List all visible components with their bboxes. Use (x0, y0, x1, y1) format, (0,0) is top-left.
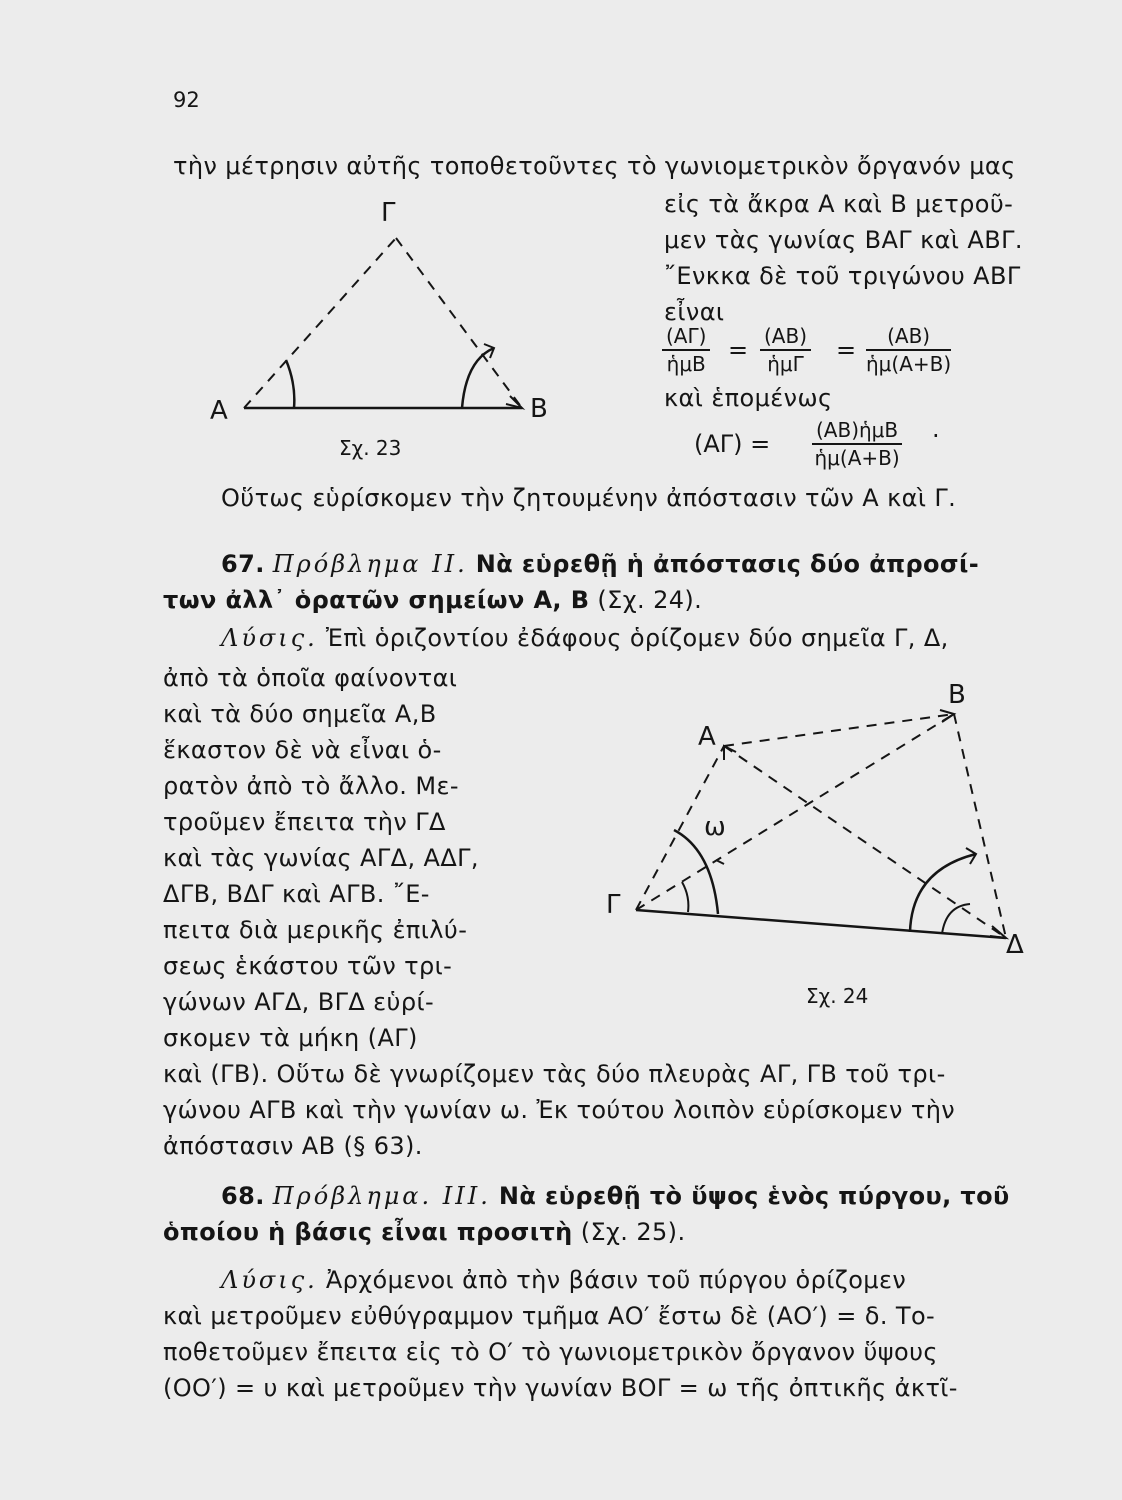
fraction-denominator: ἡμΓ (767, 352, 804, 376)
text-line: τροῦμεν ἔπειτα τὴν ΓΔ (163, 808, 446, 836)
equation-dot: · (932, 422, 940, 450)
text-line: καὶ (ΓΒ). Οὕτω δὲ γνωρίζομεν τὰς δύο πλευρὰς ΑΓ, ΓΒ τοῦ τρι- (163, 1060, 946, 1088)
text-line: καὶ μετροῦμεν εὐθύγραμμον τμῆμα ΑΟ′ ἔστω δὲ (ΑΟ′) = δ. Το- (163, 1302, 936, 1330)
text-line: (ΟΟ′) = υ καὶ μετροῦμεν τὴν γωνίαν ΒΟΓ = ω τῆς ὀπτικῆς ἀκτῖ- (163, 1374, 958, 1402)
text-line: γώνου ΑΓΒ καὶ τὴν γωνίαν ω. Ἐκ τούτου λοιπὸν εὑρίσκομεν τὴν (163, 1096, 956, 1124)
page-number: 92 (173, 88, 200, 112)
text-line: ἀπόστασιν ΑΒ (§ 63). (163, 1132, 423, 1160)
text-line: εἶναι (664, 298, 725, 326)
figure-reference: (Σχ. 24). (597, 586, 703, 614)
equals-sign: = (728, 336, 749, 364)
problem-number: 67. (221, 550, 265, 578)
problem-statement: Νὰ εὑρεθῇ τὸ ὕψος ἑνὸς πύργου, τοῦ (498, 1182, 1010, 1210)
problem-statement: των ἀλλ᾽ ὁρατῶν σημείων Α, Β (163, 586, 590, 614)
problem-67-heading (221, 550, 979, 578)
fig24-label-omega: ω (704, 812, 726, 842)
problem-statement: ὁποίου ἡ βάσις εἶναι προσιτὴ (163, 1218, 573, 1246)
figure-23-triangle (200, 190, 580, 470)
problem-number: 68. (221, 1182, 265, 1210)
text-line: πειτα διὰ μερικῆς ἐπιλύ- (163, 916, 468, 944)
solution-text: Ἐπὶ ὁριζοντίου ἐδάφους ὁρίζομεν δύο σημεῖα Γ, Δ, (325, 624, 949, 652)
fig24-label-b: Β (948, 680, 966, 710)
fraction-denominator: ἡμΒ (666, 352, 706, 376)
text-line: ἕκαστον δὲ νὰ εἶναι ὁ- (163, 736, 442, 764)
text-line: γώνων ΑΓΔ, ΒΓΔ εὑρί- (163, 988, 435, 1016)
problem-67-heading-cont (163, 586, 702, 614)
problem-title: Πρόβλημα. ΙΙΙ. (272, 1182, 491, 1210)
text-line: σεως ἑκάστου τῶν τρι- (163, 952, 453, 980)
fig24-caption: Σχ. 24 (806, 984, 869, 1008)
text-line: καὶ ἑπομένως (664, 384, 833, 412)
fraction-denominator: ἡμ(Α+Β) (866, 352, 952, 376)
fig23-label-b: Β (530, 394, 548, 424)
text-line: εἰς τὰ ἄκρα Α καὶ Β μετροῦ- (664, 190, 1014, 218)
fraction-result (812, 418, 902, 470)
text-line: καὶ τὰς γωνίας ΑΓΔ, ΑΔΓ, (163, 844, 479, 872)
fraction-numerator: (ΑΒ) (866, 324, 951, 351)
text-line: ΔΓΒ, ΒΔΓ καὶ ΑΓΒ. ῎Ε- (163, 880, 430, 908)
text-line: ρατὸν ἀπὸ τὸ ἄλλο. Με- (163, 772, 459, 800)
conclusion-line: Οὕτως εὑρίσκομεν τὴν ζητουμένην ἀπόστασιν τῶν Α καὶ Γ. (221, 484, 957, 512)
fig23-label-a: Α (210, 396, 228, 426)
text-line: τὴν μέτρησιν αὐτῆς τοποθετοῦντες τὸ γωνιομετρικὸν ὄργανόν μας (173, 152, 1016, 180)
text-line: σκομεν τὰ μήκη (ΑΓ) (163, 1024, 418, 1052)
solution-label: Λύσις. (221, 1266, 318, 1294)
problem-title: Πρόβλημα ΙΙ. (272, 550, 468, 578)
fraction-numerator: (ΑΒ) (760, 324, 811, 351)
solution-first-line (221, 624, 949, 652)
equals-sign: = (836, 336, 857, 364)
solution-text: Ἀρχόμενοι ἀπὸ τὴν βάσιν τοῦ πύργου ὁρίζομεν (325, 1266, 907, 1294)
text-line: ἀπὸ τὰ ὁποῖα φαίνονται (163, 664, 458, 692)
problem-68-heading (221, 1182, 1010, 1210)
figure-24-diagram (620, 700, 1040, 960)
fraction-ab-over-sing (760, 324, 811, 376)
text-line: ῎Ενκκα δὲ τοῦ τριγώνου ΑΒΓ (664, 262, 1021, 290)
fig24-label-d: Δ (1006, 930, 1024, 960)
fraction-numerator: (ΑΒ)ἡμΒ (812, 418, 902, 445)
fig24-label-g: Γ (606, 890, 621, 920)
equation-lhs: (ΑΓ) = (694, 430, 771, 458)
fig23-label-g: Γ (381, 198, 396, 228)
solution-label: Λύσις. (221, 624, 318, 652)
fraction-denominator: ἡμ(Α+Β) (814, 446, 900, 470)
problem-68-heading-cont (163, 1218, 685, 1246)
text-line: ποθετοῦμεν ἔπειτα εἰς τὸ Ο′ τὸ γωνιομετρικὸν ὄργανον ὕψους (163, 1338, 938, 1366)
problem-statement: Νὰ εὑρεθῇ ἡ ἀπόστασις δύο ἀπροσί- (475, 550, 980, 578)
fraction-ag-over-sinb (662, 324, 710, 376)
fraction-numerator: (ΑΓ) (662, 324, 710, 351)
fig24-label-a: Α (698, 722, 716, 752)
fraction-ab-over-sin-sum (866, 324, 951, 376)
figure-reference: (Σχ. 25). (580, 1218, 686, 1246)
solution-first-line (221, 1266, 906, 1294)
fig23-caption: Σχ. 23 (339, 436, 402, 460)
text-line: μεν τὰς γωνίας ΒΑΓ καὶ ΑΒΓ. (664, 226, 1023, 254)
text-line: καὶ τὰ δύο σημεῖα Α,Β (163, 700, 437, 728)
